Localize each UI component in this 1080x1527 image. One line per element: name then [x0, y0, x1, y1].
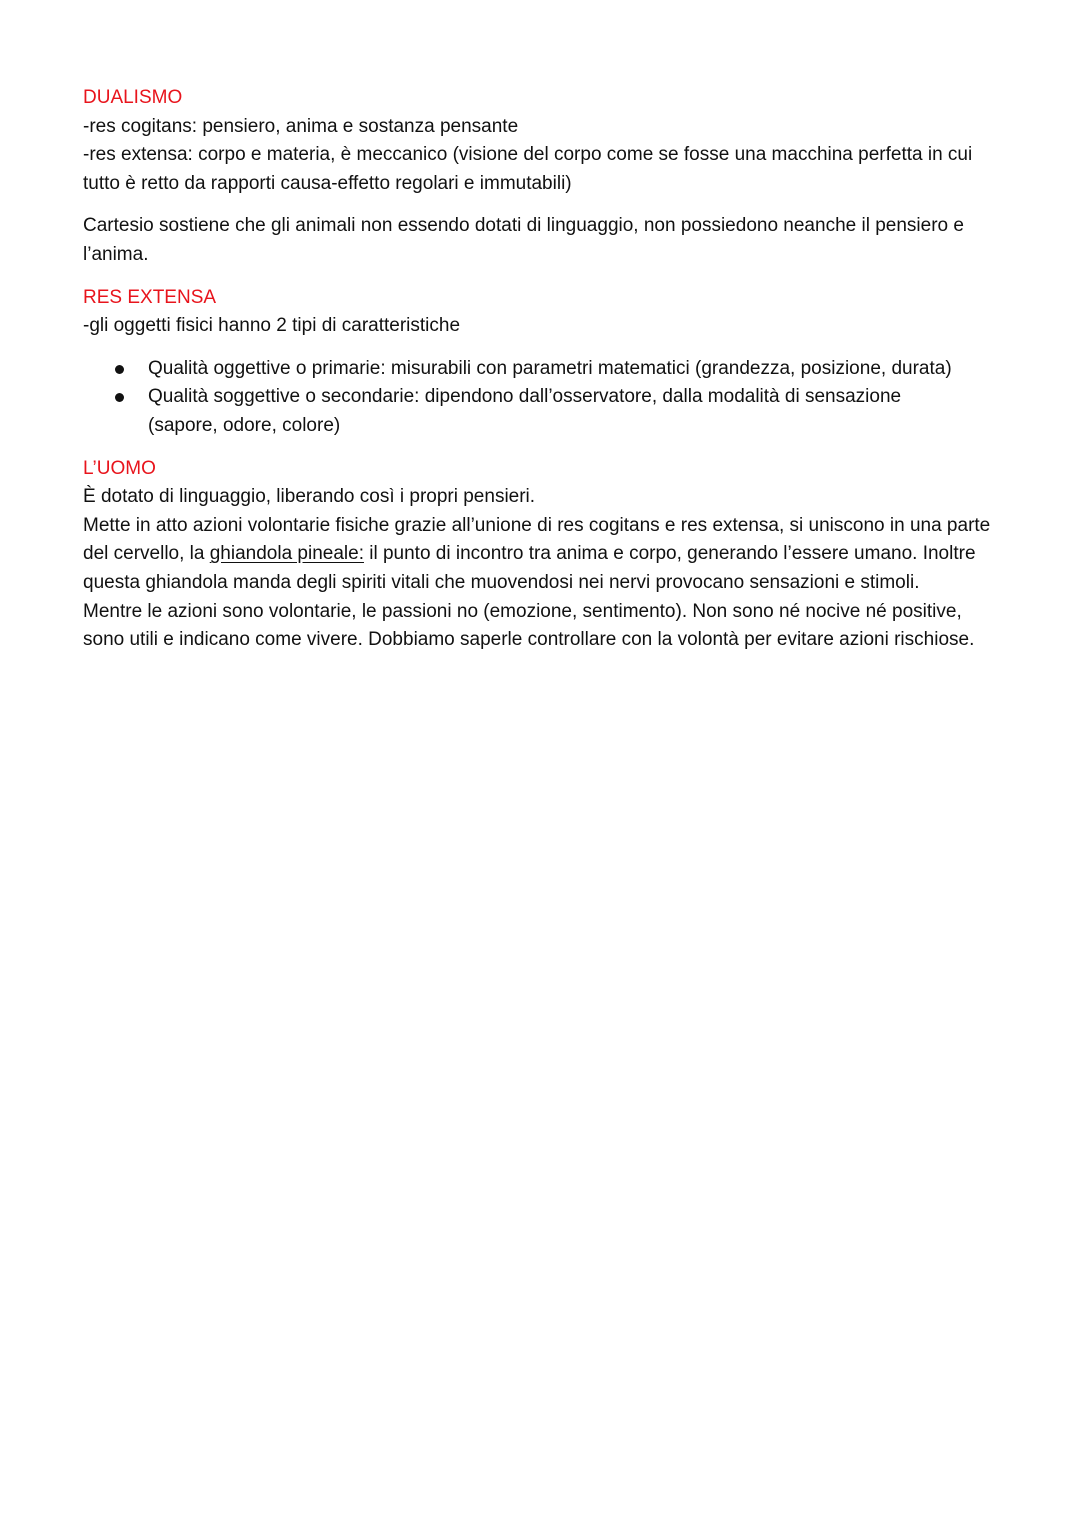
uomo-line1: È dotato di linguaggio, liberando così i propri pensieri. [83, 486, 536, 508]
list-item-text: Qualità oggettive o primarie: misurabili con parametri matematici (grandezza, posizione, durata) [148, 357, 952, 379]
heading-dualismo: DUALISMO [83, 87, 183, 108]
uomo-paragraph-3: Mentre le azioni sono volontarie, le passioni no (emozione, sentimento). Non sono né nocive né positive, sono utili e indicano come vivere. Dobbiamo saperle controllare con la volontà per evitare azioni rischiose. [83, 600, 975, 651]
list-item [83, 355, 1003, 384]
heading-uomo: L’UOMO [83, 457, 156, 479]
res-extensa-intro: -gli oggetti fisici hanno 2 tipi di caratteristiche [83, 315, 461, 337]
document-page [83, 84, 1003, 669]
uomo-p2-before: Mette in atto azioni volontarie fisiche grazie all’unione di res cogitans e res extensa, si uniscono in una parte del cervello, la [83, 514, 991, 565]
cartesio-paragraph: Cartesio sostiene che gli animali non essendo dotati di linguaggio, non possiedono neanche il pensiero e l’anima. [83, 215, 964, 265]
qualities-list [83, 355, 1003, 441]
uomo-paragraph-2 [83, 512, 1003, 598]
list-item-text: Qualità soggettive o secondarie: dipendono dall’osservatore, dalla modalità di sensazione (sapore, odore, colore) [148, 386, 902, 436]
ghiandola-pineale-term: ghiandola pineale: [209, 543, 364, 565]
section-res-extensa [83, 284, 1003, 441]
uomo-p2-after: il punto di incontro tra anima e corpo, generando l’essere umano. Inoltre questa ghiandola manda degli spiriti vitali che muovendosi nei nervi provocano sensazioni e stimoli. [83, 543, 976, 593]
res-extensa-line: -res extensa: corpo e materia, è meccanico (visione del corpo come se fosse una macchina perfetta in cui tutto è retto da rapporti causa-effetto regolari e immutabili) [83, 144, 973, 194]
list-item [83, 383, 1003, 440]
section-uomo [83, 455, 1003, 655]
bullet-icon [115, 365, 124, 374]
section-dualismo [83, 84, 1003, 198]
res-cogitans-line: -res cogitans: pensiero, anima e sostanza pensante [83, 115, 519, 137]
heading-res-extensa: RES EXTENSA [83, 286, 217, 308]
bullet-icon [115, 393, 124, 402]
section-cartesio [83, 212, 1003, 269]
